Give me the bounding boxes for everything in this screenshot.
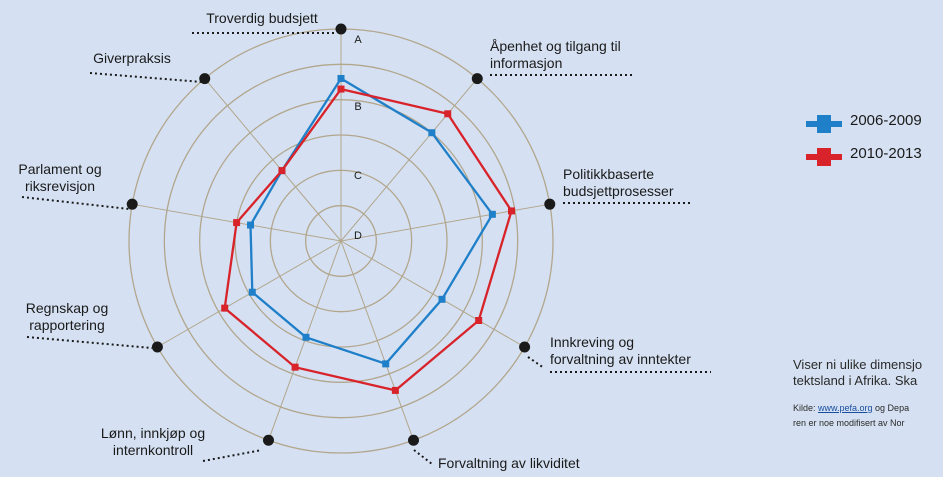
series-1-point xyxy=(338,75,345,82)
scale-tick-label: B xyxy=(354,100,362,113)
series-1-point xyxy=(438,296,445,303)
source-link[interactable]: www.pefa.org xyxy=(818,403,873,413)
axis-label: riksrevisjon xyxy=(24,178,96,194)
axis-leader-line xyxy=(22,197,129,209)
axis-label: internkontroll xyxy=(112,442,194,458)
axis-leader-line xyxy=(414,450,432,464)
axis-endpoint-dot xyxy=(127,199,138,210)
axis-endpoint-dot xyxy=(544,199,555,210)
axis-label: forvaltning av inntekter xyxy=(550,351,691,367)
series-2-point xyxy=(475,317,482,324)
chart-note xyxy=(793,357,922,389)
grid-spoke xyxy=(341,241,414,440)
axis-label: informasjon xyxy=(490,55,563,71)
series-2-point xyxy=(444,110,451,117)
axis-label: Regnskap og xyxy=(25,300,109,316)
source-line-1 xyxy=(793,401,909,416)
series-1-point xyxy=(428,129,435,136)
axis-endpoint-dot xyxy=(336,24,347,35)
source-note xyxy=(793,401,909,431)
axis-leader-line xyxy=(203,450,262,461)
grid-spoke xyxy=(341,204,550,241)
source-prefix: Kilde: xyxy=(793,403,819,413)
axis-label: Parlament og xyxy=(18,161,102,177)
axis-label: Åpenhet og tilgang til xyxy=(490,38,621,54)
legend-label-series-1: 2006-2009 xyxy=(850,112,922,129)
series-2-point xyxy=(508,207,515,214)
scale-tick-label: C xyxy=(354,169,362,182)
axis-label: Lønn, innkjøp og xyxy=(100,425,206,441)
axis-endpoint-dot xyxy=(263,435,274,446)
series-2-point xyxy=(221,305,228,312)
axis-leader-line xyxy=(90,73,202,82)
legend-swatch-series-1 xyxy=(806,115,842,133)
axis-label: Politikkbaserte xyxy=(563,166,655,182)
axis-label: budsjettprosesser xyxy=(563,183,674,199)
series-1-point xyxy=(247,222,254,229)
series-1-point xyxy=(382,360,389,367)
chart-note-line-2: tektsland i Afrika. Ska xyxy=(793,373,918,388)
axis-label: Innkreving og xyxy=(550,334,635,350)
axis-endpoint-dot xyxy=(152,342,163,353)
axis-leader-line xyxy=(27,337,152,348)
axis-leader-line xyxy=(528,357,544,368)
axis-label: Troverdig budsjett xyxy=(206,10,318,26)
axis-endpoint-dot xyxy=(199,73,210,84)
series-1-point xyxy=(249,289,256,296)
axis-label: rapportering xyxy=(29,317,105,333)
series-line-2 xyxy=(225,89,512,390)
scale-tick-label: A xyxy=(354,33,362,46)
series-2-point xyxy=(338,86,345,93)
legend-label-series-2: 2010-2013 xyxy=(850,145,922,162)
series-2-point xyxy=(292,364,299,371)
axis-endpoint-dot xyxy=(408,435,419,446)
series-1-point xyxy=(302,334,309,341)
legend-swatch-series-2 xyxy=(806,148,842,166)
series-2-point xyxy=(392,387,399,394)
axis-endpoint-dot xyxy=(519,342,530,353)
series-2-point xyxy=(278,167,285,174)
series-1-point xyxy=(489,211,496,218)
scale-tick-label: D xyxy=(354,229,362,242)
chart-note-line-1: Viser ni ulike dimensjo xyxy=(793,357,923,372)
series-2-point xyxy=(233,219,240,226)
axis-label: Giverpraksis xyxy=(93,50,171,66)
source-suffix: og Depa xyxy=(872,403,910,413)
axis-endpoint-dot xyxy=(472,73,483,84)
source-line-2: ren er noe modifisert av Nor xyxy=(793,418,905,428)
axis-label: Forvaltning av likviditet xyxy=(438,455,580,471)
